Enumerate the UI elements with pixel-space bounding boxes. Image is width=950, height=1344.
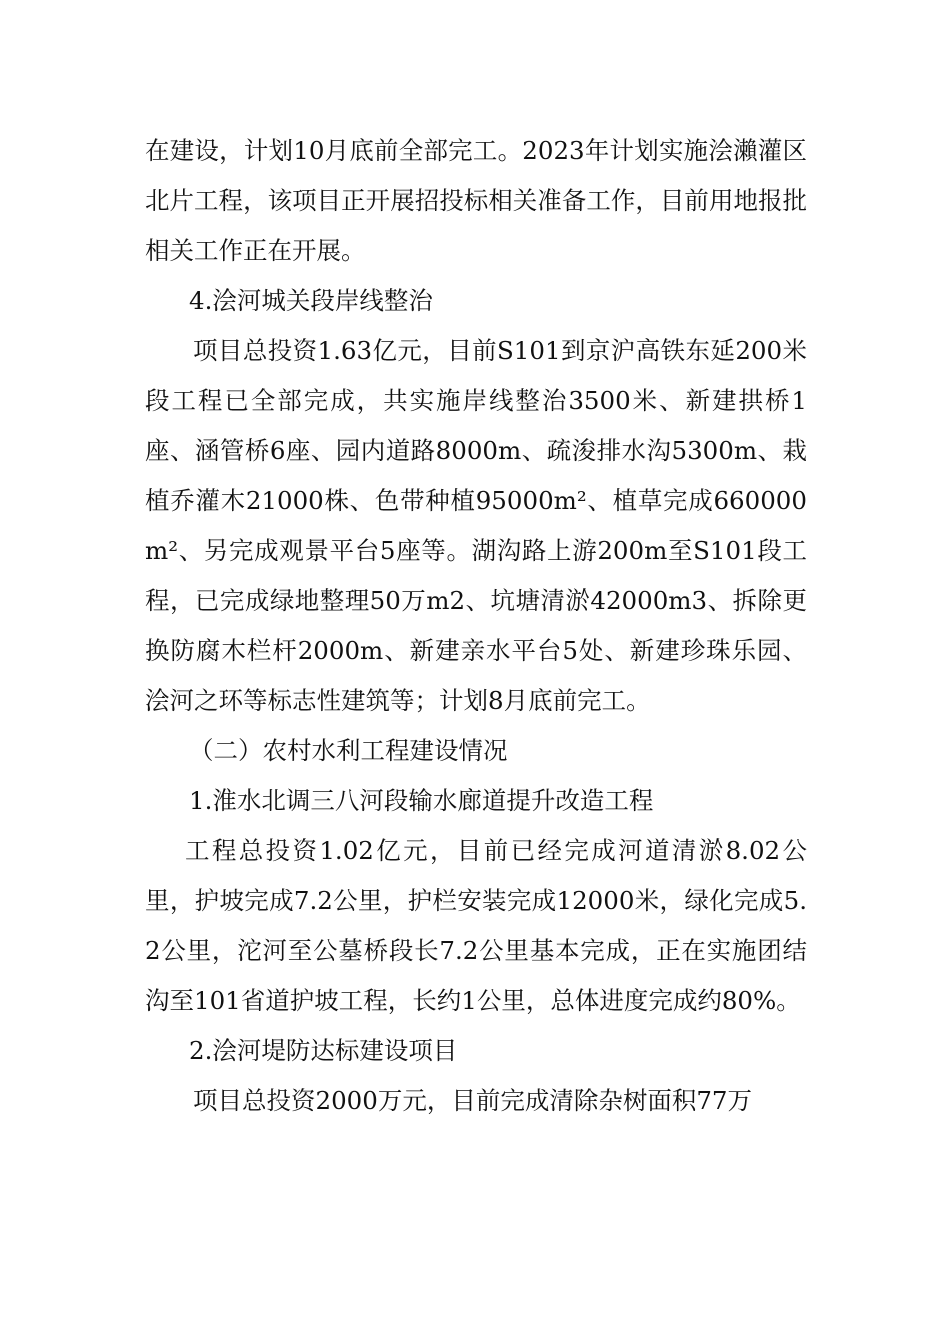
paragraph-engineering-investment: 工程总投资1.02亿元，目前已经完成河道清淤8.02公里，护坡完成7.2公里，护栏安装完成12000米，绿化完成5.2公里，沱河至公墓桥段长7.2公里基本完成，正在实施团结沟至101省道护坡工程，长约1公里，总体进度完成约80%。 bbox=[145, 836, 807, 1015]
document-body bbox=[145, 126, 807, 1126]
section-heading-2: 2.浍河堤防达标建设项目 bbox=[189, 1036, 458, 1065]
section-heading-1: 1.淮水北调三八河段输水廊道提升改造工程 bbox=[189, 786, 654, 815]
section-heading-rural-water: （二）农村水利工程建设情况 bbox=[189, 736, 508, 765]
paragraph-levee-investment: 项目总投资2000万元，目前完成清除杂树面积77万 bbox=[193, 1086, 753, 1115]
paragraph-continuation: 在建设，计划10月底前全部完工。2023年计划实施浍瀨灌区北片工程，该项目正开展招投标相关准备工作，目前用地报批相关工作正在开展。 bbox=[145, 136, 807, 265]
paragraph-project-investment: 项目总投资1.63亿元，目前S101到京沪高铁东延200米段工程已全部完成，共实施岸线整治3500米、新建拱桥1座、涵管桥6座、园内道路8000m、疏浚排水沟5300m、栽植乔灌木21000株、色带种植95000m²、植草完成660000m²、另完成观景平台5座等。湖沟路上游200m至S101段工程，已完成绿地整理50万m2、坑塘清淤42000m3、拆除更换防腐木栏杆2000m、新建亲水平台5处、新建珍珠乐园、浍河之环等标志性建筑等；计划8月底前完工。 bbox=[145, 336, 807, 715]
section-heading-4: 4.浍河城关段岸线整治 bbox=[189, 286, 433, 315]
